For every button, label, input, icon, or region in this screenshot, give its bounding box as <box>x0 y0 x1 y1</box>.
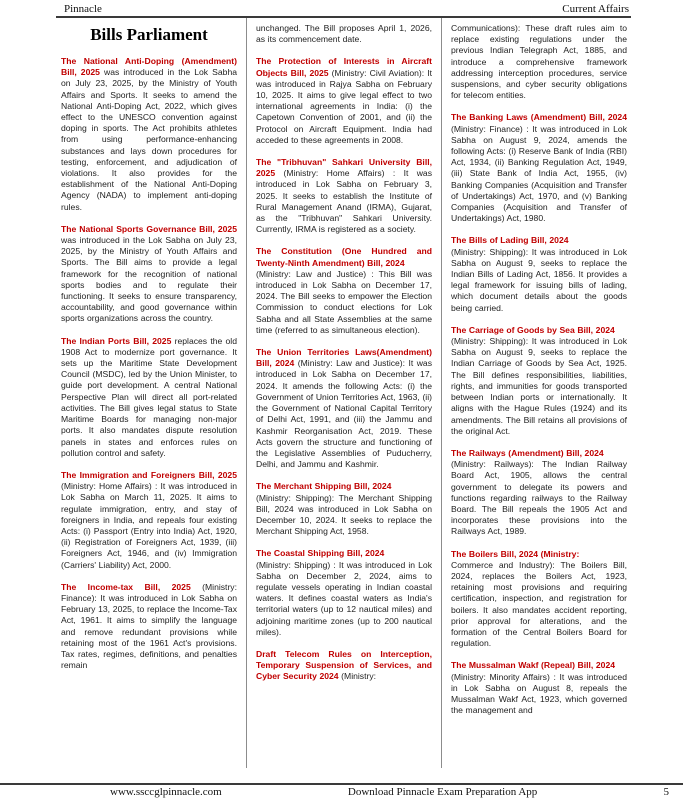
bill-name: The Boilers Bill, 2024 (Ministry: <box>451 548 580 559</box>
bill-item <box>451 112 627 224</box>
bill-item <box>256 548 432 638</box>
brand-name: Pinnacle <box>64 3 102 15</box>
page-number: 5 <box>663 786 669 798</box>
column-3 <box>442 18 631 768</box>
website-link[interactable]: www.ssccglpinnacle.com <box>110 786 222 798</box>
bill-item <box>256 157 432 235</box>
three-column-content <box>56 18 631 768</box>
bill-name: The Carriage of Goods by Sea Bill, 2024 <box>451 324 615 335</box>
bill-description: unchanged. The Bill proposes April 1, 2026, as its commencement date. <box>256 23 432 45</box>
bill-description: (Ministry: Home Affairs) : It was introduced in Lok Sabha on March 11, 2025. It aims to regulate immigration, entry, and stay of foreigners in India, and repeals four existing Acts: (i) Passport (Entry into India) Act, 1920, (ii) Registration of Foreigners Act, 1939, (iii) Foreigners Act, 1946, and (iv) Immigration (Carriers' Liability) Act, 2000. <box>61 481 237 570</box>
bill-name: The "Tribhuvan" Sahkari University Bill, 2025 <box>256 157 432 179</box>
bill-description: (Ministry: Law and Justice): It was introduced in Lok Sabha on December 17, 2024. It amends the following Acts: (i) the Government of Union Territories Act, 1963, (ii) the Government of National Capital Territory of Delhi Act, 1991, and (iii) the Jammu and Kashmir Reorganisation Act, 2019. These Acts govern the structure and functioning of the Legislative Assemblies of Puducherry, Delhi, and Jammu and Kashmir. <box>256 358 432 470</box>
bill-name: The Banking Laws (Amendment) Bill, 2024 <box>451 112 627 123</box>
bill-item <box>451 448 627 538</box>
bill-description: (Ministry: Law and Justice) : This Bill was introduced in Lok Sabha on December 17, 2024. The Bill seeks to empower the Election Commission to conduct elections for Lok Sabha and all State Assemblies at the same time (referred to as simultaneous election). <box>256 268 432 335</box>
bill-item <box>451 23 627 101</box>
bill-item <box>451 549 627 650</box>
bill-name: The Indian Ports Bill, 2025 <box>61 335 172 346</box>
bill-name: The National Sports Governance Bill, 2025 <box>61 223 237 234</box>
bill-description: replaces the old 1908 Act to modernize port governance. It sets up the Maritime State Development Council (MSDC), led by the Union Minister, to guide port development. A central National Perspective Plan will direct all port-related activities. The Bill gives legal status to State Maritime Boards for managing non-major ports. It also mandates dispute resolution panels in states and enforces rules on pollution control and safety. <box>61 335 237 458</box>
bill-name: The Bills of Lading Bill, 2024 <box>451 235 569 246</box>
bill-name: The Constitution (One Hundred and Twenty-Ninth Amendment) Bill, 2024 <box>256 246 432 268</box>
bill-name: The Immigration and Foreigners Bill, 2025 <box>61 469 237 480</box>
bill-item <box>61 224 237 325</box>
bill-item <box>61 56 237 213</box>
bill-item <box>61 582 237 672</box>
bill-description: (Ministry: Shipping): It was introduced in Lok Sabha on August 9, seeks to replace the Indian Bills of Lading Act, 1856. It provides a legal framework for issuing bills of lading, which document details about the goods being carried. <box>451 246 627 313</box>
column-1 <box>56 18 246 768</box>
bill-name: The National Anti-Doping (Amendment) Bill, 2025 <box>61 56 237 78</box>
app-promo-text: Download Pinnacle Exam Preparation App <box>347 786 538 798</box>
bill-description: (Ministry: Railways): The Indian Railway Board Act, 1905, allows the central government to delegate its powers and functions regarding railways to the Railway Board. The Bill repeals the 1905 Act and incorporates these provisions into the Railways Act, 1989. <box>451 459 627 537</box>
bill-description: was introduced in the Lok Sabha on July 23, 2025, by the Ministry of Youth Affairs and Sports. It seeks to amend the National Anti-Doping Act, 2022, which gives effect to the UNESCO convention against doping in sports. The Act prohibits athletes from using performance-enhancing substances and lays down procedures for testing, enforcement, and adjudication of violations. It also provides for the establishment of the National Anti-Doping Agency (NADA) to implement anti-doping rules. <box>61 67 238 212</box>
bill-description: (Ministry: <box>341 671 377 682</box>
bill-name: The Mussalman Wakf (Repeal) Bill, 2024 <box>451 660 616 671</box>
bill-name: The Merchant Shipping Bill, 2024 <box>256 481 392 492</box>
bill-name: The Coastal Shipping Bill, 2024 <box>256 548 385 559</box>
bill-item <box>61 336 237 459</box>
bill-item <box>256 649 432 683</box>
bill-name: The Protection of Interests in Aircraft Objects Bill, 2025 <box>256 56 432 78</box>
bill-item <box>61 470 237 571</box>
bill-item <box>256 23 432 45</box>
bill-description: (Ministry: Civil Aviation): It was introduced in Rajya Sabha on February 10, 2025. It aims to give legal effect to two international agreements in India: (i) the Capetown Convention of 2001, and (ii) the Protocol on Aircraft Equipment. India had acceded to these agreements in 2008. <box>256 67 432 145</box>
bill-description: Commerce and Industry): The Boilers Bill, 2024, replaces the Boilers Act, 1923, retaining most provisions and requiring certification, inspection, and registration for boilers. It also mandates accident reporting, prior approval for alterations, and the formation of the Central Boilers Board for regulation. <box>451 559 627 649</box>
bill-description: (Ministry: Shipping): It was introduced in Lok Sabha on August 9, seeks to replace the Indian Carriage of Goods by Sea Act, 1925. The Bill defines responsibilities, liabilities, rights, and immunities for goods transported between Indian ports or internationally. It aligns with the Hague Rules (1924) and its amendments. The Bill retains all provisions of the original Act. <box>451 336 627 436</box>
bill-description: (Ministry: Minority Affairs) : It was introduced in Lok Sabha on August 8, repeals the Mussalman Wakf Act, 1923, which governed the management and <box>451 671 627 716</box>
section-label: Current Affairs <box>562 3 629 15</box>
bill-name: The Union Territories Laws(Amendment) Bill, 2024 <box>256 347 432 369</box>
bill-name: The Railways (Amendment) Bill, 2024 <box>451 447 604 458</box>
page-footer <box>0 783 683 800</box>
bill-description: (Ministry: Finance) : It was introduced in Lok Sabha on August 9, 2024, amends the following Acts: (i) Reserve Bank of India (RBI) Act, 1934, (ii) Banking Regulation Act, 1949, (iii) State Bank of India Act, 1955, (iv) Banking Companies (Acquisition and Transfer of Undertakings) Act, 1970, and (v) Banking Companies (Acquisition and Transfer of Undertakings) Act, 1980. <box>451 123 627 224</box>
bill-item <box>451 235 627 313</box>
bill-description: was introduced in the Lok Sabha on July 23, 2025, by the Ministry of Youth Affairs and Sports. The Bill aims to provide a legal framework for the recognition of national sports bodies and to regulate their functioning. It seeks to ensure transparency, accountability, and good governance within sports organizations across the country. <box>61 235 237 324</box>
bill-description: (Ministry: Shipping) : It was introduced in Lok Sabha on December 2, 2024, aims to regulate vessels operating in Indian coastal waters. It defines coastal waters as India's territorial waters (up to 12 nautical miles) and adjoining maritime zones (up to 200 nautical miles). <box>256 559 432 637</box>
bill-description: (Ministry: Home Affairs) : It was introduced in Lok Sabha on February 3, 2025. It seeks to establish the Institute of Rural Management Anand (IRMA), Gujarat, as the "Tribhuvan" Sahkari University. Currently, IRMA is registered as a society. <box>256 168 432 235</box>
page-header <box>56 0 631 18</box>
bill-item <box>256 56 432 146</box>
bill-item <box>256 347 432 470</box>
bill-description: (Ministry: Finance): It was introduced in Lok Sabha on February 13, 2025, to replace the Income-Tax Act, 1961. It aims to simplify the language and remove redundant provisions while retaining most of the 1961 Act's provisions. Tax rates, regimes, definitions, and penalties remain <box>61 581 237 671</box>
column-2 <box>246 18 442 768</box>
bill-item <box>451 325 627 437</box>
bill-item <box>256 481 432 537</box>
bill-item <box>256 246 432 336</box>
bill-description: Communications): These draft rules aim to replace existing regulations under the previous Indian Telegraph Act, 1885, and introduce a comprehensive framework addressing interception procedures, service suspensions, and cyber security obligations for telecom entities. <box>451 23 627 101</box>
bill-item <box>451 660 627 716</box>
bill-name: Draft Telecom Rules on Interception, Temporary Suspension of Services, and Cyber Security 2024 <box>256 648 432 682</box>
bill-name: The Income-tax Bill, 2025 <box>61 581 191 592</box>
page-title: Bills Parliament <box>90 25 208 44</box>
bill-description: (Ministry: Shipping): The Merchant Shipping Bill, 2024 was introduced in Lok Sabha on December 10, 2024. It seeks to replace the Merchant Shipping Act, 1958. <box>256 492 432 537</box>
